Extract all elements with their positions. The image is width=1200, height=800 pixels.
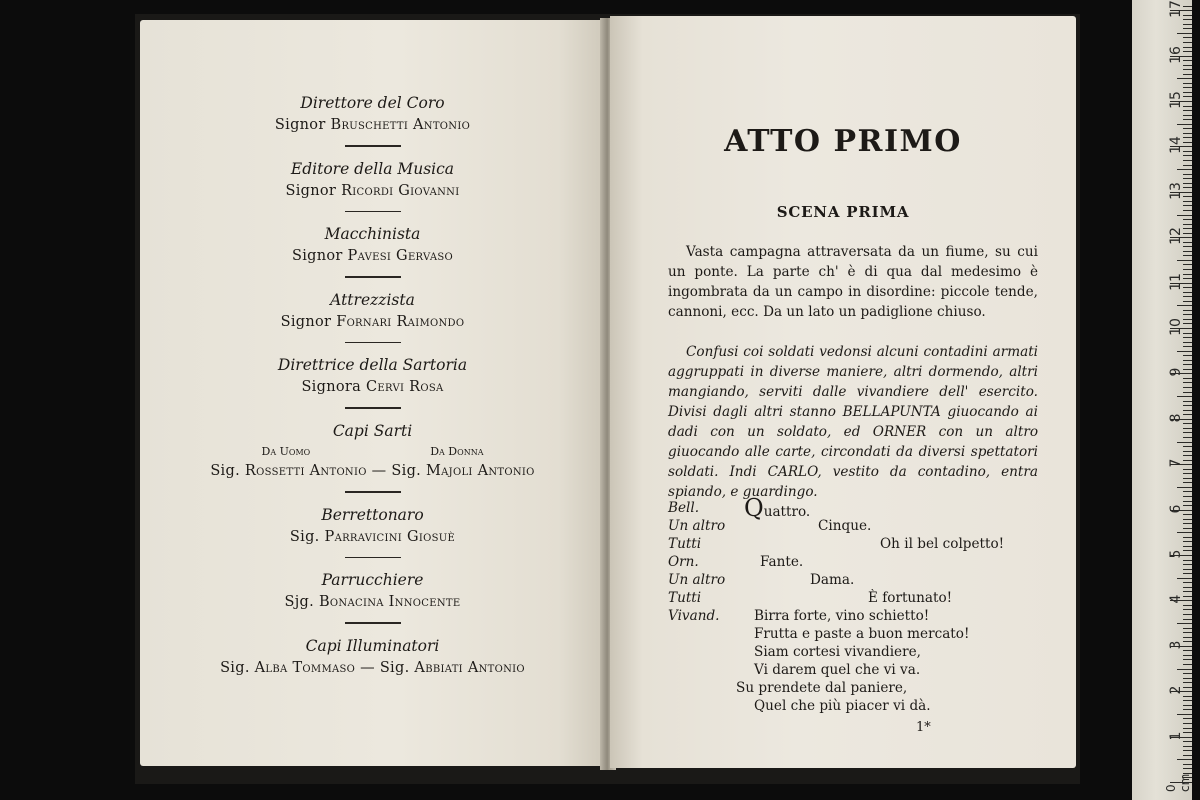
subheading-right: Da Donna	[430, 444, 484, 458]
ruler-tick	[1183, 432, 1192, 433]
ruler-tick	[1183, 69, 1192, 70]
ruler-tick	[1177, 578, 1192, 579]
ruler-tick	[1183, 519, 1192, 520]
ruler-tick	[1183, 514, 1192, 515]
ruler-number: 13	[1168, 181, 1184, 200]
ruler-tick	[1183, 587, 1192, 588]
ruler-tick	[1183, 178, 1192, 179]
ruler-tick	[1183, 60, 1192, 61]
ruler-tick	[1177, 124, 1192, 125]
ruler-number: 8	[1168, 413, 1184, 423]
credit-person: Signora Cervi Rosa	[301, 379, 444, 396]
ruler-tick	[1183, 687, 1192, 688]
ruler-tick	[1183, 37, 1192, 38]
ruler-tick	[1183, 28, 1192, 29]
verse-line: Frutta e paste a buon mercato!	[754, 626, 970, 642]
signature-mark: 1*	[916, 720, 931, 735]
divider	[345, 145, 401, 147]
left-page	[140, 20, 605, 766]
ruler-tick	[1183, 51, 1192, 52]
ruler-tick	[1183, 659, 1192, 660]
credit-person: Sjg. Bonacina Innocente	[284, 594, 461, 611]
ruler-tick	[1183, 65, 1192, 66]
divider	[345, 342, 401, 344]
credit-role: Direttrice della Sartoria	[277, 356, 468, 375]
ruler-tick	[1183, 605, 1192, 606]
line-text: Birra forte, vino schietto!	[754, 608, 930, 624]
ruler-number: 9	[1168, 367, 1184, 377]
ruler-tick	[1183, 274, 1192, 275]
dialogue-line	[668, 517, 1048, 535]
ruler-tick	[1183, 242, 1192, 243]
ruler-tick	[1183, 664, 1192, 665]
ruler-tick	[1183, 473, 1192, 474]
ruler-tick	[1183, 501, 1192, 502]
ruler-tick	[1177, 260, 1192, 261]
line-text: Dama.	[810, 572, 855, 588]
ruler-tick	[1183, 496, 1192, 497]
ruler-number: 11	[1168, 272, 1184, 291]
divider	[345, 276, 401, 278]
measuring-ruler	[1132, 0, 1192, 800]
line-text: Quattro.	[744, 494, 811, 522]
ruler-tick	[1183, 205, 1192, 206]
dialogue-line	[668, 589, 1048, 607]
line-text: Oh il bel colpetto!	[880, 536, 1005, 552]
credit-person: Sig. Rossetti Antonio — Sig. Majoli Antonio	[210, 462, 535, 479]
ruler-tick	[1183, 741, 1192, 742]
credit-person: Sig. Alba Tommaso — Sig. Abbiati Antonio	[220, 659, 525, 676]
ruler-tick	[1177, 714, 1192, 715]
ruler-number: 6	[1168, 504, 1184, 514]
ruler-tick	[1177, 487, 1192, 488]
subheading-left: Da Uomo	[261, 444, 311, 458]
ruler-tick	[1183, 723, 1192, 724]
ruler-tick	[1183, 174, 1192, 175]
ruler-tick	[1183, 401, 1192, 402]
ruler-tick	[1183, 637, 1192, 638]
ruler-tick	[1183, 582, 1192, 583]
credit-role: Parrucchiere	[321, 571, 424, 590]
ruler-tick	[1183, 219, 1192, 220]
ruler-tick	[1183, 210, 1192, 211]
ruler-tick	[1183, 251, 1192, 252]
ruler-tick	[1183, 451, 1192, 452]
ruler-tick	[1177, 669, 1192, 670]
ruler-number: 7	[1168, 458, 1184, 468]
ruler-number: 5	[1168, 549, 1184, 559]
credit-person: Signor Fornari Raimondo	[280, 313, 465, 330]
ruler-tick	[1183, 346, 1192, 347]
ruler-tick	[1183, 269, 1192, 270]
ruler-tick	[1183, 201, 1192, 202]
scene-title: SCENA PRIMA	[776, 203, 910, 221]
ruler-tick	[1183, 482, 1192, 483]
speaker: Tutti	[668, 590, 702, 606]
ruler-tick	[1183, 224, 1192, 225]
ruler-tick	[1183, 682, 1192, 683]
ruler-tick	[1177, 215, 1192, 216]
ruler-tick	[1183, 74, 1192, 75]
ruler-tick	[1183, 505, 1192, 506]
ruler-tick	[1183, 115, 1192, 116]
ruler-tick	[1183, 382, 1192, 383]
divider	[345, 407, 401, 409]
verse-line: Su prendete dal paniere,	[736, 680, 908, 696]
verse-line: Siam cortesi vivandiere,	[754, 644, 921, 660]
ruler-tick	[1183, 137, 1192, 138]
speaker: Tutti	[668, 536, 702, 552]
ruler-tick	[1183, 106, 1192, 107]
credit-role: Direttore del Coro	[300, 94, 445, 112]
ruler-tick	[1183, 278, 1192, 279]
ruler-tick	[1183, 523, 1192, 524]
ruler-tick	[1183, 491, 1192, 492]
ruler-tick	[1183, 110, 1192, 111]
speaker: Un altro	[668, 518, 726, 534]
ruler-number: 17	[1168, 0, 1184, 19]
ruler-tick	[1183, 47, 1192, 48]
ruler-tick	[1183, 355, 1192, 356]
ruler-unit: 0 cm	[1164, 773, 1192, 792]
ruler-tick	[1183, 678, 1192, 679]
ruler-number: 10	[1168, 318, 1184, 336]
ruler-tick	[1183, 469, 1192, 470]
credit-role: Editore della Musica	[290, 159, 455, 178]
ruler-tick	[1183, 264, 1192, 265]
right-page	[610, 16, 1076, 768]
ruler-tick	[1183, 342, 1192, 343]
divider	[345, 622, 401, 624]
ruler-tick	[1183, 378, 1192, 379]
dialogue-line	[668, 553, 1048, 571]
ruler-tick	[1177, 351, 1192, 352]
ruler-tick	[1183, 696, 1192, 697]
ruler-tick	[1183, 119, 1192, 120]
ruler-tick	[1183, 323, 1192, 324]
ruler-tick	[1183, 333, 1192, 334]
ruler-tick	[1183, 96, 1192, 97]
ruler-tick	[1183, 160, 1192, 161]
ruler-tick	[1183, 410, 1192, 411]
ruler-number: 12	[1168, 227, 1184, 246]
line-text: Fante.	[760, 554, 804, 570]
ruler-tick	[1177, 623, 1192, 624]
ruler-tick	[1183, 573, 1192, 574]
ruler-tick	[1183, 228, 1192, 229]
ruler-tick	[1183, 746, 1192, 747]
ruler-tick	[1183, 155, 1192, 156]
ruler-tick	[1183, 246, 1192, 247]
ruler-tick	[1183, 750, 1192, 751]
ruler-number: 15	[1168, 91, 1184, 109]
ruler-tick	[1177, 33, 1192, 34]
ruler-tick	[1183, 705, 1192, 706]
ruler-tick	[1183, 87, 1192, 88]
divider	[345, 557, 401, 559]
ruler-tick	[1183, 655, 1192, 656]
ruler-tick	[1183, 641, 1192, 642]
ruler-tick	[1183, 314, 1192, 315]
credit-person: Signor Pavesi Gervaso	[291, 248, 454, 265]
credit-role: Capi Illuminatori	[305, 636, 440, 655]
capi-sarti-subheadings	[140, 444, 605, 460]
stage-direction: Confusi coi soldati vedonsi alcuni contadini armati aggruppati in diverse maniere, altri dormendo, altri mangiando, serviti dalle vivandiere dell' esercito. Divisi dagli altri stanno BELLAPUNTA giuocando ai dadi con un soldato, ed ORNER con un altro giuocando alle carte, circondati da diversi spettatori soldati. Indi CARLO, vestito da contadino, entra spiando, e guardingo.	[668, 344, 1038, 500]
ruler-number: 14	[1168, 136, 1184, 155]
ruler-tick	[1183, 369, 1192, 370]
ruler-tick	[1183, 233, 1192, 234]
ruler-tick	[1183, 364, 1192, 365]
ruler-tick	[1183, 546, 1192, 547]
credit-person: Signor Ricordi Giovanni	[285, 182, 460, 199]
ruler-tick	[1183, 360, 1192, 361]
ruler-number: 1	[1168, 731, 1184, 741]
ruler-tick	[1183, 92, 1192, 93]
ruler-tick	[1183, 187, 1192, 188]
ruler-tick	[1183, 24, 1192, 25]
credit-role: Macchinista	[324, 225, 421, 244]
ruler-tick	[1183, 596, 1192, 597]
credit-role: Berrettonaro	[321, 505, 424, 524]
ruler-tick	[1183, 632, 1192, 633]
divider	[345, 211, 401, 213]
ruler-tick	[1183, 196, 1192, 197]
ruler-tick	[1183, 165, 1192, 166]
verse-line: Quel che più piacer vi dà.	[754, 698, 931, 714]
ruler-tick	[1183, 478, 1192, 479]
credit-role: Attrezzista	[330, 290, 415, 309]
speaker: Vivand.	[668, 608, 720, 624]
ruler-tick	[1177, 532, 1192, 533]
verse-line: Vi darem quel che vi va.	[754, 662, 921, 678]
ruler-tick	[1177, 759, 1192, 760]
ruler-tick	[1183, 128, 1192, 129]
ruler-tick	[1183, 423, 1192, 424]
ruler-tick	[1183, 83, 1192, 84]
ruler-tick	[1183, 650, 1192, 651]
speaker: Bell.	[668, 500, 700, 516]
ruler-tick	[1183, 428, 1192, 429]
speaker: Un altro	[668, 572, 726, 588]
ruler-tick	[1183, 387, 1192, 388]
ruler-tick	[1183, 133, 1192, 134]
ruler-tick	[1183, 528, 1192, 529]
dialogue-line	[668, 494, 1048, 522]
ruler-tick	[1183, 414, 1192, 415]
dialogue-block	[668, 494, 1048, 625]
ruler-tick	[1183, 619, 1192, 620]
speaker: Orn.	[668, 554, 699, 570]
ruler-tick	[1183, 392, 1192, 393]
ruler-tick	[1183, 591, 1192, 592]
ruler-tick	[1183, 15, 1192, 16]
ruler-tick	[1183, 700, 1192, 701]
ruler-tick	[1183, 310, 1192, 311]
ruler-tick	[1177, 305, 1192, 306]
act-title: ATTO PRIMO	[724, 124, 962, 159]
ruler-tick	[1183, 560, 1192, 561]
ruler-tick	[1183, 42, 1192, 43]
dialogue-line	[668, 571, 1048, 589]
ruler-tick	[1183, 460, 1192, 461]
ruler-tick	[1183, 564, 1192, 565]
ruler-tick	[1183, 19, 1192, 20]
ruler-number: 4	[1168, 594, 1184, 604]
ruler-tick	[1183, 718, 1192, 719]
ruler-tick	[1183, 183, 1192, 184]
ruler-tick	[1183, 755, 1192, 756]
credits-list	[140, 92, 605, 679]
ruler-number: 16	[1168, 45, 1184, 64]
ruler-tick	[1183, 151, 1192, 152]
ruler-tick	[1177, 78, 1192, 79]
ruler-tick	[1183, 296, 1192, 297]
drop-cap: Q	[744, 494, 764, 522]
line-text: Cinque.	[818, 518, 872, 534]
ruler-tick	[1177, 169, 1192, 170]
ruler-number: 2	[1168, 685, 1184, 695]
ruler-tick	[1183, 446, 1192, 447]
ruler-tick	[1183, 728, 1192, 729]
divider	[345, 491, 401, 493]
ruler-tick	[1183, 541, 1192, 542]
dialogue-line	[668, 607, 1048, 625]
credit-person: Signor Bruschetti Antonio	[274, 117, 471, 133]
ruler-tick	[1183, 301, 1192, 302]
line-text: È fortunato!	[868, 590, 953, 606]
ruler-tick	[1183, 537, 1192, 538]
ruler-tick	[1177, 442, 1192, 443]
ruler-tick	[1183, 405, 1192, 406]
ruler-tick	[1183, 609, 1192, 610]
ruler-tick	[1183, 319, 1192, 320]
ruler-tick	[1183, 337, 1192, 338]
ruler-tick	[1183, 287, 1192, 288]
ruler-tick	[1183, 628, 1192, 629]
ruler-tick	[1183, 255, 1192, 256]
dialogue-line	[668, 535, 1048, 553]
ruler-tick	[1183, 709, 1192, 710]
credit-person: Sig. Parravicini Giosuè	[289, 528, 456, 545]
ruler-tick	[1183, 569, 1192, 570]
ruler-tick	[1183, 550, 1192, 551]
ruler-tick	[1183, 673, 1192, 674]
ruler-tick	[1183, 614, 1192, 615]
credit-role: Capi Sarti	[332, 421, 413, 440]
scene-description: Vasta campagna attraversata da un fiume, su cui un ponte. La parte ch' è di qua dal medesimo è ingombrata da un campo in disordine: piccole tende, cannoni, ecc. Da un lato un padiglione chiuso.	[668, 244, 1038, 320]
ruler-tick	[1183, 732, 1192, 733]
ruler-tick	[1183, 292, 1192, 293]
ruler-tick	[1183, 142, 1192, 143]
ruler-tick	[1183, 6, 1192, 7]
ruler-tick	[1177, 396, 1192, 397]
ruler-tick	[1183, 437, 1192, 438]
ruler-tick	[1183, 455, 1192, 456]
ruler-number: 3	[1168, 640, 1184, 650]
